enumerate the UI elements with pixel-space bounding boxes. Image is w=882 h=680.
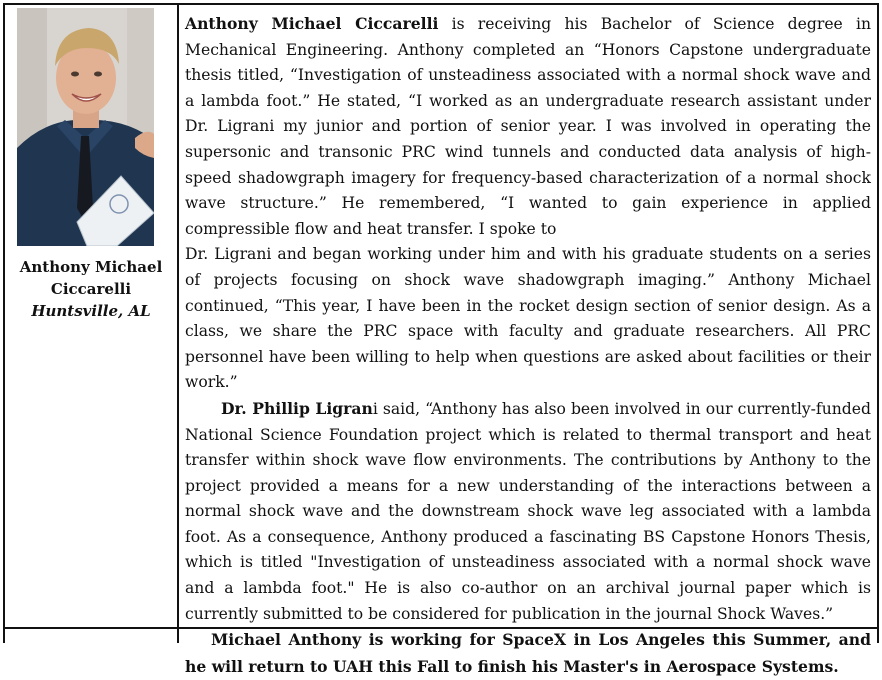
student-name-line2: Ciccarelli xyxy=(50,280,132,298)
paragraph-2-text: i said, “Anthony has also been involved in our currently-funded National Science Foundation project which is related to thermal transport and heat transfer within shock wave flow environments. The contributions by Anthony to the project provided a means for a new understanding of the interactions between a normal shock wave and the downstream shock wave leg associated with a lambda foot. As a consequence, Anthony produced a fascinating BS Capstone Honors Thesis, which is titled "Investigation of unsteadiness associated with a normal shock wave and a lambda foot." He is also co-author on an archival journal paper which is currently submitted to be considered for publication in the journal Shock Waves.” xyxy=(185,399,871,623)
student-name-line1: Anthony Michael xyxy=(19,258,163,276)
student-full-name: Anthony Michael Ciccarelli xyxy=(185,14,439,33)
paragraph-1-text: is receiving his Bachelor of Science degree in Mechanical Engineering. Anthony completed an “Honors Capstone undergraduate thesis titled, “Investigation of unsteadiness associated with a normal shock wave and a lambda foot.” He stated, “I worked as an undergraduate research assistant under Dr. Ligrani my junior and portion of senior year. I was involved in operating the supersonic and transonic PRC wind tunnels and conducted data analysis of high-speed shadowgraph imagery for frequency-based characterization of a normal shock wave structure.” He remembered, “I wanted to gain experience in applied compressible flow and heat transfer. I spoke to xyxy=(185,15,871,238)
advisor-name: Dr. Phillip Ligran xyxy=(221,398,373,418)
paragraph-3-text: Michael Anthony is working for SpaceX in Los Angeles this Summer, and he will return to UAH this Fall to finish his Master's in Aerospace Systems. xyxy=(185,630,871,676)
paragraph-2 xyxy=(185,396,871,627)
student-caption xyxy=(5,256,177,322)
article-body xyxy=(185,11,871,680)
paragraph-3 xyxy=(185,627,871,680)
paragraph-1b xyxy=(185,242,871,396)
student-portrait-icon xyxy=(17,8,154,246)
student-hometown: Huntsville, AL xyxy=(31,302,151,320)
column-divider xyxy=(177,3,179,643)
paragraph-1 xyxy=(185,11,871,242)
paragraph-1b-text: Dr. Ligrani and began working under him and with his graduate students on a series of projects focusing on shock wave shadowgraph imaging.” Anthony Michael continued, “This year, I have been in the rocket design section of senior design. As a class, we share the PRC space with faculty and graduate researchers. All PRC personnel have been willing to help when questions are asked about facilities or their work.” xyxy=(185,245,871,392)
